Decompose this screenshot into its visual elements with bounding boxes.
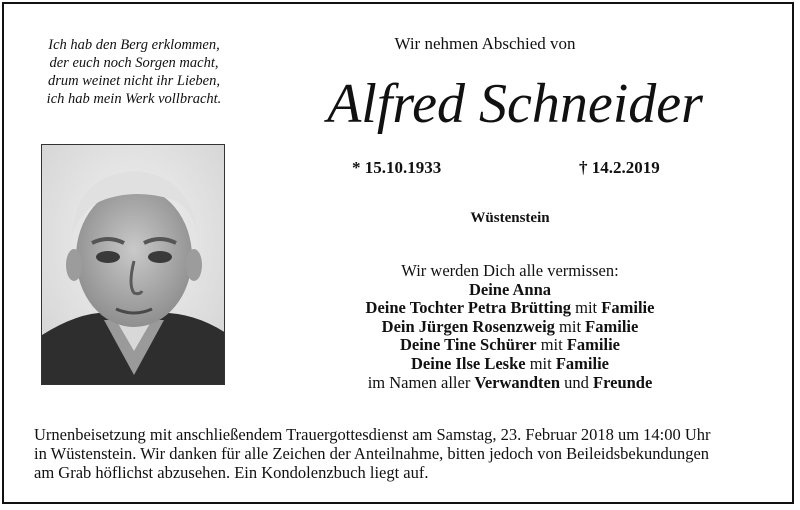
poem-line: ich hab mein Werk vollbracht. (46, 91, 222, 107)
poem-line: drum weinet nicht ihr Lieben, (48, 73, 220, 89)
death-date: † 14.2.2019 (579, 158, 660, 177)
poem-line: der euch noch Sorgen macht, (49, 55, 219, 71)
notice-line: am Grab höflichst abzusehen. Ein Kondolenzbuch liegt auf. (34, 463, 429, 482)
mourner-line: Deine Tochter Petra Brütting mit Familie (365, 298, 655, 318)
poem (24, 36, 244, 108)
notice-line: in Wüstenstein. Wir danken für alle Zeichen der Anteilnahme, bitten jedoch von Beileidsbekundungen (34, 444, 710, 463)
mourners-block (320, 262, 700, 392)
funeral-notice (34, 425, 778, 482)
mourners-intro: Wir werden Dich alle vermissen: (401, 261, 619, 280)
notice-line: Urnenbeisetzung mit anschließendem Trauergottesdienst am Samstag, 23. Februar 2018 um 14:00 Uhr (34, 425, 711, 444)
portrait-photo (41, 144, 225, 385)
deceased-name: Alfred Schneider (327, 73, 703, 135)
mourner-line: Deine Tine Schürer mit Familie (399, 335, 620, 355)
mourner-line: Dein Jürgen Rosenzweig mit Familie (381, 316, 639, 336)
mourner-line: Deine Anna (468, 279, 552, 299)
mourner-line: Deine Ilse Leske mit Familie (411, 353, 609, 373)
poem-line: Ich hab den Berg erklommen, (48, 37, 220, 53)
mourner-line: im Namen aller Verwandten und Freunde (367, 372, 653, 392)
farewell-intro: Wir nehmen Abschied von (394, 34, 576, 53)
place-name: Wüstenstein (470, 210, 550, 226)
birth-date: * 15.10.1933 (352, 158, 442, 177)
portrait-illustration (42, 145, 225, 385)
